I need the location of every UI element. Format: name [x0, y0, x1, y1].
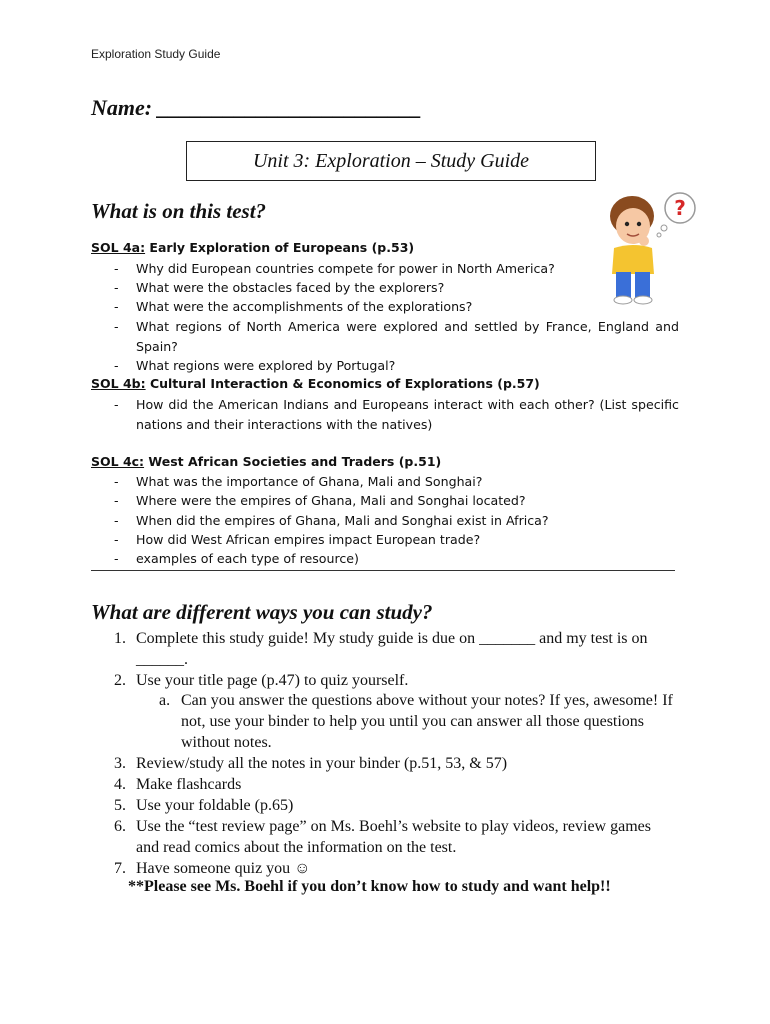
- sol-4b-title: Cultural Interaction & Economics of Explorations (p.57): [145, 376, 540, 391]
- title-box: Unit 3: Exploration – Study Guide: [186, 141, 596, 181]
- study-item-3: 3. Review/study all the notes in your binder (p.51, 53, & 57): [114, 755, 508, 772]
- question-item: - How did West African empires impact European trade?: [114, 532, 481, 547]
- question-item: - examples of each type of resource): [114, 551, 359, 566]
- sol-4c-code: SOL 4c:: [91, 454, 145, 469]
- study-item-7: 7. Have someone quiz you ☺: [114, 860, 311, 877]
- study-item-4: 4. Make flashcards: [114, 776, 242, 793]
- question-item: - What were the obstacles faced by the explorers?: [114, 280, 445, 295]
- sol-4b-heading: [91, 376, 540, 391]
- question-item: - Where were the empires of Ghana, Mali and Songhai located?: [114, 493, 526, 508]
- question-item: - What were the accomplishments of the explorations?: [114, 299, 473, 314]
- question-item: - What was the importance of Ghana, Mali and Songhai?: [114, 474, 483, 489]
- study-item-5: 5. Use your foldable (p.65): [114, 797, 294, 814]
- study-item-2: 2. Use your title page (p.47) to quiz yourself.: [114, 672, 409, 689]
- doc-header-label: Exploration Study Guide: [91, 47, 221, 61]
- sol-4a-title: Early Exploration of Europeans (p.53): [145, 240, 415, 255]
- sol-4c-heading: [91, 454, 441, 469]
- question-item: - When did the empires of Ghana, Mali and Songhai exist in Africa?: [114, 513, 549, 528]
- question-item: - What regions were explored by Portugal?: [114, 358, 396, 373]
- sol-4b-code: SOL 4b:: [91, 376, 146, 391]
- study-item-6: 6. Use the “test review page” on Ms. Boehl’s website to play videos, review games and read comics about the information on the test.: [114, 818, 651, 856]
- question-item: - What regions of North America were explored and settled by France, England and Spain?: [114, 319, 679, 354]
- study-item-1: 1. Complete this study guide! My study guide is due on _______ and my test is on ______.: [114, 630, 648, 668]
- question-item: - How did the American Indians and Europeans interact with each other? (List specific nations and their interactions with the natives): [114, 397, 679, 432]
- question-item: - Why did European countries compete for power in North America?: [114, 261, 555, 276]
- name-field: Name: ________________________: [91, 95, 422, 120]
- sol-4a-heading: [91, 240, 414, 255]
- sol-4c-title: West African Societies and Traders (p.51): [144, 454, 442, 469]
- svg-text:?: ?: [674, 196, 686, 220]
- test-heading: What is on this test?: [91, 199, 267, 223]
- study-heading: What are different ways you can study?: [91, 600, 433, 624]
- study-item-2a: a. Can you answer the questions above without your notes? If yes, awesome! If not, use your binder to help you until you can answer all those questions without notes.: [159, 692, 673, 751]
- sol-4a-code: SOL 4a:: [91, 240, 146, 255]
- section-divider: [91, 570, 675, 571]
- final-note: **Please see Ms. Boehl if you don’t know how to study and want help!!: [128, 878, 611, 895]
